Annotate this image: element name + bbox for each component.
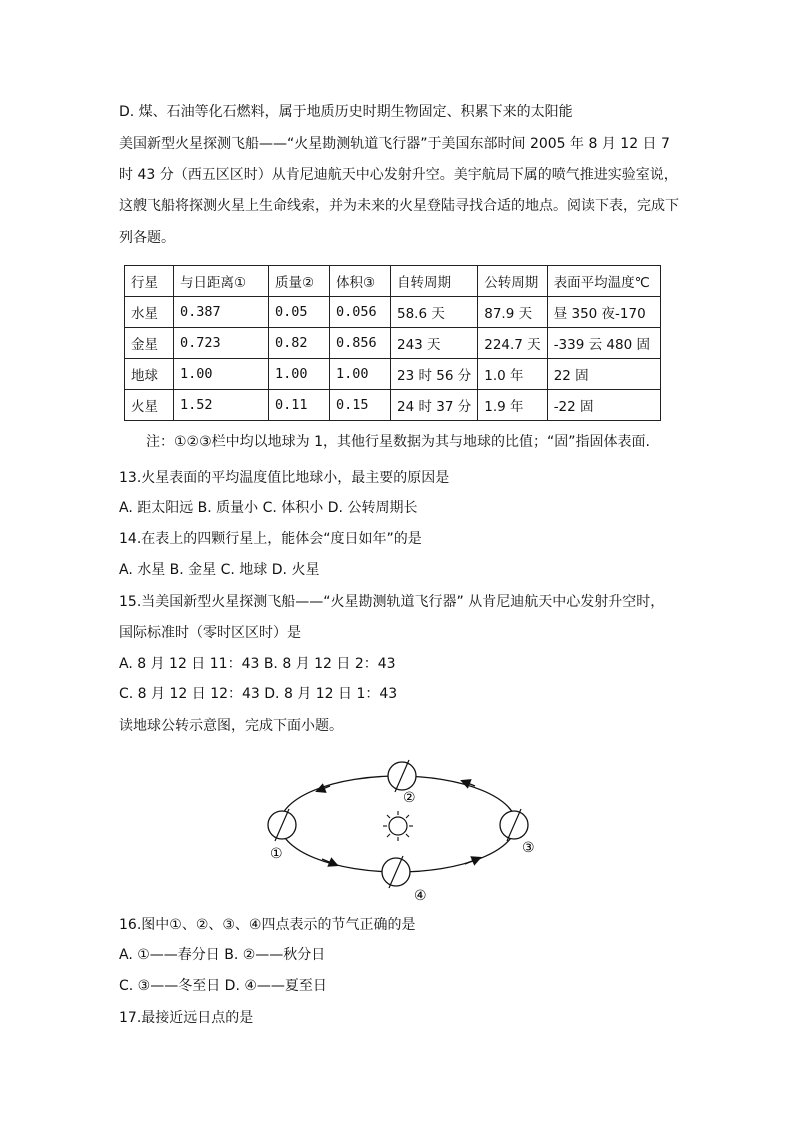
q14-stem: 14.在表上的四颗行星上，能体会“度日如年”的是	[119, 531, 422, 547]
table-row	[125, 390, 661, 421]
table-cell: -22 固	[547, 390, 660, 421]
table-cell: 1.00	[174, 359, 269, 390]
passage-line-3: 这艘飞船将探测火星上生命线索，并为未来的火星登陆寻找合适的地点。阅读下表，完成下	[119, 198, 679, 214]
table-cell: 0.11	[269, 390, 330, 421]
q15-stem-line-1: 15.当美国新型火星探测飞船——“火星勘测轨道飞行器” 从肯尼迪航天中心发射升空时，	[119, 594, 665, 610]
table-cell: 1.9 年	[478, 390, 547, 421]
table-row	[125, 359, 661, 390]
orbit-arrow	[465, 859, 477, 864]
table-cell: 243 天	[391, 328, 478, 359]
table-cell: 地球	[125, 359, 174, 390]
table-cell: 水星	[125, 297, 174, 328]
table-cell: -339 云 480 固	[547, 328, 660, 359]
sun-icon	[383, 811, 413, 841]
table-cell: 1.52	[174, 390, 269, 421]
table-row	[125, 328, 661, 359]
header-cell: 质量②	[269, 266, 330, 297]
q15-options-cd: C. 8 月 12 日 12：43 D. 8 月 12 日 1：43	[119, 686, 398, 702]
q14-options: A. 水星 B. 金星 C. 地球 D. 火星	[119, 562, 320, 578]
q13-stem: 13.火星表面的平均温度值比地球小，最主要的原因是	[119, 470, 450, 486]
diagram-intro: 读地球公转示意图，完成下面小题。	[119, 718, 343, 734]
table-cell: 22 固	[547, 359, 660, 390]
label-position-1: ①	[270, 846, 283, 862]
table-cell: 0.056	[330, 297, 391, 328]
earth-revolution-diagram	[260, 748, 550, 908]
table-cell: 0.15	[330, 390, 391, 421]
planet-data-table	[124, 265, 661, 421]
label-position-4: ④	[414, 888, 427, 904]
header-cell: 公转周期	[478, 266, 547, 297]
table-cell: 金星	[125, 328, 174, 359]
table-cell: 24 时 37 分	[391, 390, 478, 421]
table-cell: 224.7 天	[478, 328, 547, 359]
earth-position-2	[388, 760, 416, 792]
earth-position-4	[382, 856, 410, 888]
table-cell: 58.6 天	[391, 297, 478, 328]
table-cell: 火星	[125, 390, 174, 421]
table-row	[125, 297, 661, 328]
option-d-line: D. 煤、石油等化石燃料，属于地质历史时期生物固定、积累下来的太阳能	[119, 104, 573, 120]
q16-options-cd: C. ③——冬至日 D. ④——夏至日	[119, 978, 327, 994]
header-cell: 自转周期	[391, 266, 478, 297]
passage-line-4: 列各题。	[119, 230, 175, 246]
table-cell: 0.387	[174, 297, 269, 328]
earth-position-1	[268, 809, 296, 841]
table-cell: 23 时 56 分	[391, 359, 478, 390]
passage-line-1: 美国新型火星探测飞船——“火星勘测轨道飞行器”于美国东部时间 2005 年 8 月 12 日 7	[119, 136, 670, 152]
table-cell: 0.82	[269, 328, 330, 359]
q17-stem: 17.最接近远日点的是	[119, 1010, 254, 1026]
table-cell: 0.723	[174, 328, 269, 359]
q15-stem-line-2: 国际标准时（零时区区时）是	[119, 625, 301, 641]
table-cell: 1.00	[269, 359, 330, 390]
table-cell: 0.05	[269, 297, 330, 328]
table-cell: 0.856	[330, 328, 391, 359]
header-cell: 与日距离①	[174, 266, 269, 297]
header-cell: 体积③	[330, 266, 391, 297]
table-header-row	[125, 266, 661, 297]
q15-options-ab: A. 8 月 12 日 11：43 B. 8 月 12 日 2：43	[119, 656, 396, 672]
table-note: 注：①②③栏中均以地球为 1，其他行星数据为其与地球的比值；“固”指固体表面.	[146, 434, 650, 450]
q16-stem: 16.图中①、②、③、④四点表示的节气正确的是	[119, 917, 416, 933]
header-cell: 表面平均温度℃	[547, 266, 660, 297]
q13-options: A. 距太阳远 B. 质量小 C. 体积小 D. 公转周期长	[119, 500, 418, 516]
passage-line-2: 时 43 分（西五区区时）从肯尼迪航天中心发射升空。美宇航局下属的喷气推进实验室说，	[119, 167, 678, 183]
q16-options-ab: A. ①——春分日 B. ②——秋分日	[119, 947, 326, 963]
table-cell: 1.0 年	[478, 359, 547, 390]
label-position-2: ②	[403, 790, 416, 806]
table-cell: 1.00	[330, 359, 391, 390]
label-position-3: ③	[522, 840, 535, 856]
table-cell: 昼 350 夜-170	[547, 297, 660, 328]
header-cell: 行星	[125, 266, 174, 297]
table-cell: 87.9 天	[478, 297, 547, 328]
earth-position-3	[500, 809, 528, 841]
